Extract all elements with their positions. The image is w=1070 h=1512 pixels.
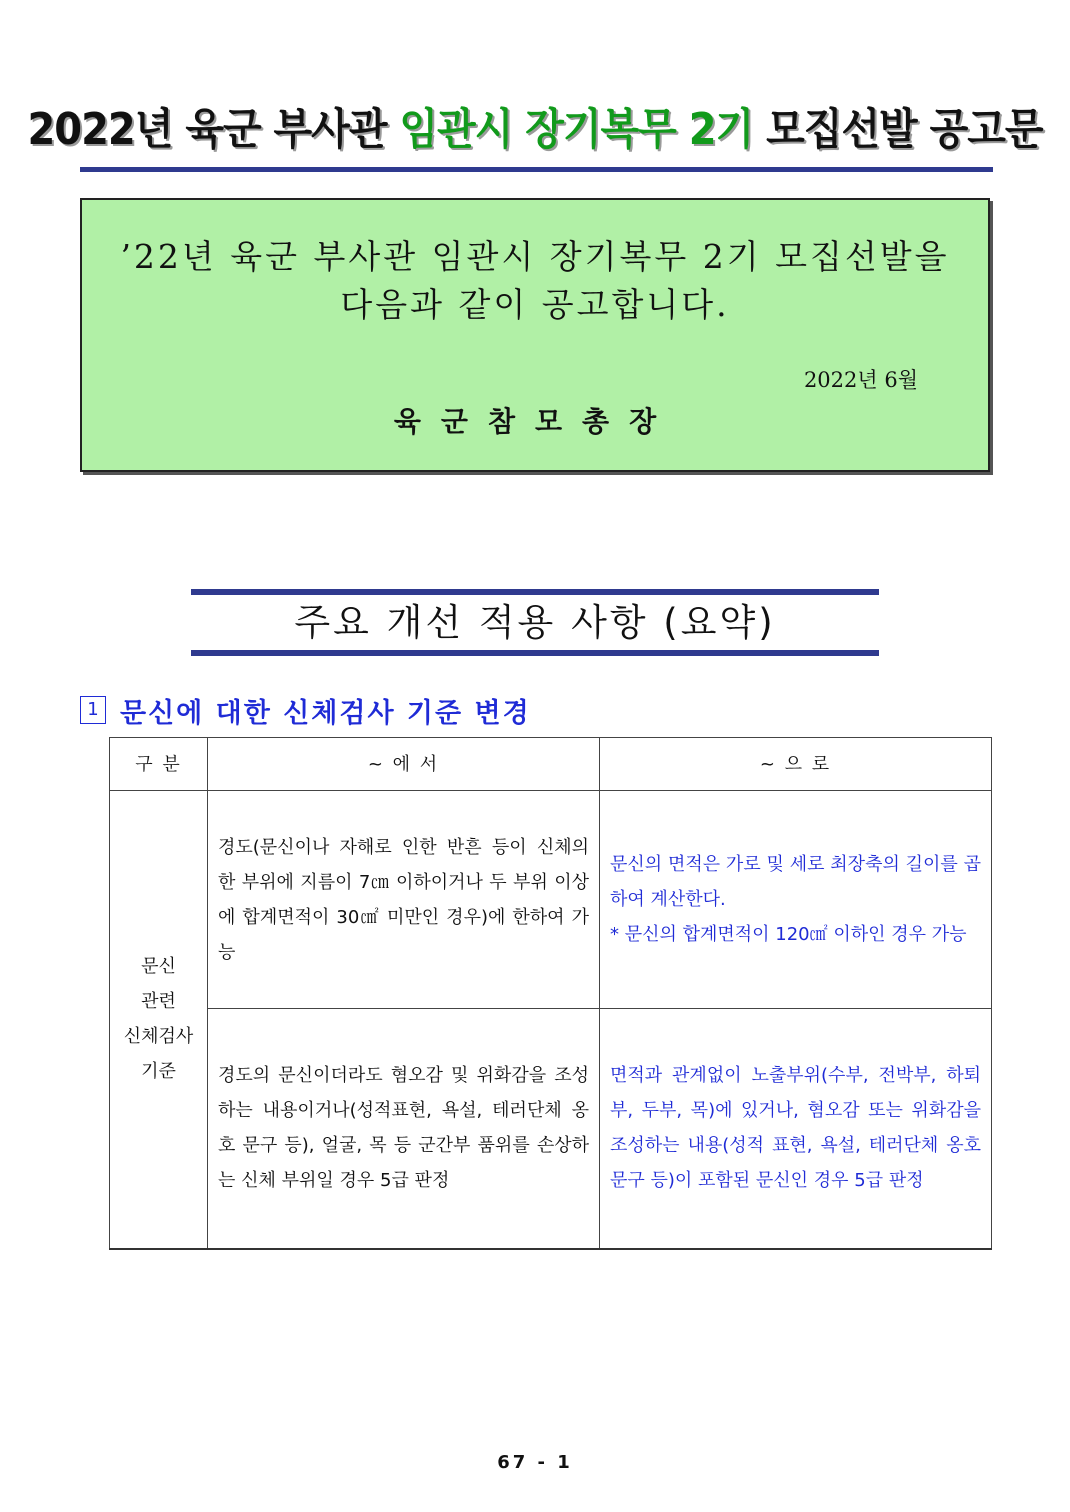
page-number: 67 - 1 (497, 1452, 573, 1473)
category-label: 문신 관련 신체검사 기준 (123, 956, 194, 1083)
subsection-heading (80, 690, 531, 730)
title-highlight: 임관시 장기복무 2기 (399, 105, 754, 155)
title-part-1: 2022년 육군 부사관 (27, 105, 400, 155)
notice-line-1: ’22년 육군 부사관 임관시 장기복무 2기 모집선발을 (120, 237, 950, 276)
table-row (110, 1009, 992, 1249)
title-part-2: 모집선발 공고문 (753, 105, 1043, 155)
header-to: ~ 으 로 (600, 738, 992, 791)
notice-signatory: 육군참모총장 (393, 405, 677, 438)
tattoo-criteria-table (109, 737, 992, 1250)
category-cell (110, 791, 208, 1249)
header-category: 구 분 (110, 738, 208, 791)
from-cell-2: 경도의 문신이더라도 혐오감 및 위화감을 조성하는 내용이거나(성적표현, 욕설, 테러단체 옹호 문구 등), 얼굴, 목 등 군간부 품위를 손상하는 신체 부위일 경우 5급 판정 (208, 1009, 600, 1249)
subsection-title: 문신에 대한 신체검사 기준 변경 (120, 697, 531, 729)
title-underline (80, 167, 993, 172)
to-text-1: 문신의 면적은 가로 및 세로 최장축의 길이를 곱하여 계산한다. (610, 854, 981, 910)
to-cell-2: 면적과 관계없이 노출부위(수부, 전박부, 하퇴부, 두부, 목)에 있거나, 혐오감 또는 위화감을 조성하는 내용(성적 표현, 욕설, 테러단체 옹호 문구 등)이 포함된 문신인 경우 5급 판정 (600, 1009, 992, 1249)
from-cell-1: 경도(문신이나 자해로 인한 반흔 등이 신체의 한 부위에 지름이 7㎝ 이하이거나 두 부위 이상에 합계면적이 30㎠ 미만인 경우)에 한하여 가능 (208, 791, 600, 1009)
subsection-number: 1 (80, 696, 106, 724)
to-cell-1 (600, 791, 992, 1009)
table-header-row (110, 738, 992, 791)
section-rule-bottom (191, 650, 879, 656)
table-row (110, 791, 992, 1009)
section-rule-top (191, 589, 879, 595)
to-note-1: * 문신의 합계면적이 120㎠ 이하인 경우 가능 (610, 924, 967, 945)
header-from: ~ 에 서 (208, 738, 600, 791)
notice-line-2: 다음과 같이 공고합니다. (340, 285, 730, 324)
notice-date: 2022년 6월 (803, 368, 918, 392)
document-title (0, 98, 1070, 163)
section-title: 주요 개선 적용 사항 (요약) (294, 601, 776, 644)
notice-box (80, 198, 990, 472)
